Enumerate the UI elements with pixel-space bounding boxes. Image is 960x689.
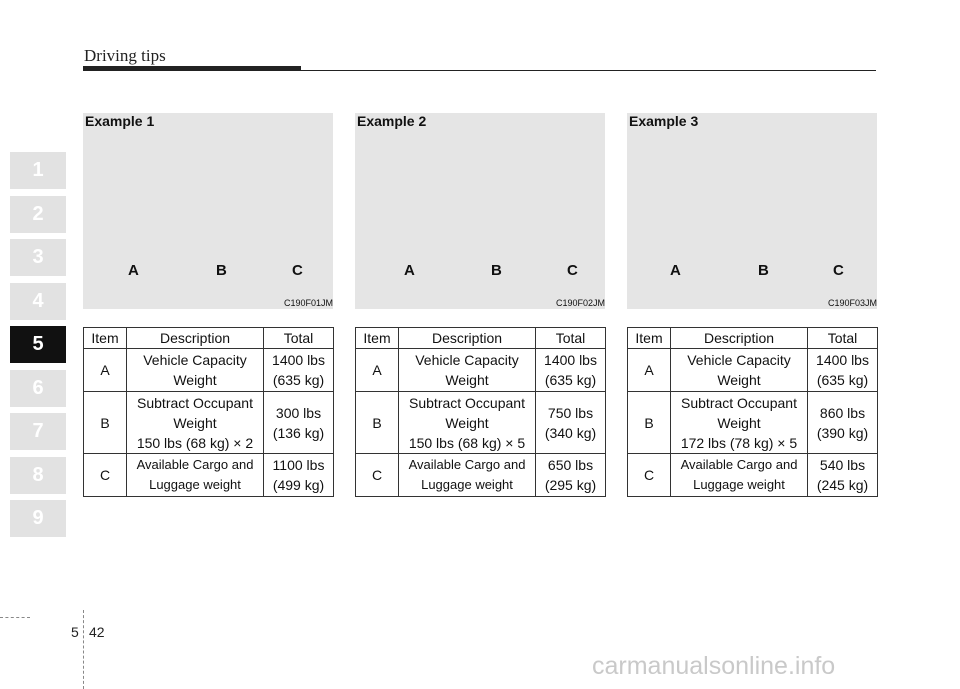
desc-line: Luggage weight: [693, 477, 785, 492]
desc-line: 150 lbs (68 kg) × 2: [136, 434, 254, 451]
desc-line: Subtract Occupant: [137, 394, 253, 411]
header-item: Item: [84, 328, 127, 349]
label-c: C: [833, 262, 844, 279]
desc-line: 172 lbs (78 kg) × 5: [680, 434, 798, 451]
row-total: [808, 454, 878, 497]
header-rule-thin: [301, 70, 876, 71]
table-row: [356, 392, 606, 454]
header-item: Item: [628, 328, 671, 349]
total-line: 1100 lbs: [272, 457, 325, 473]
example-1-figure: [83, 113, 333, 309]
row-total: [536, 349, 606, 392]
total-line: (635 kg): [544, 372, 597, 388]
desc-line: Available Cargo and: [408, 457, 526, 472]
table-header-row: [356, 328, 606, 349]
table-header-row: [628, 328, 878, 349]
desc-line: Weight: [717, 414, 761, 431]
desc-line: Luggage weight: [421, 477, 513, 492]
row-description: [399, 454, 536, 497]
chapter-tab-3[interactable]: 3: [10, 239, 66, 276]
desc-line: Weight: [445, 372, 489, 388]
row-item: C: [356, 454, 399, 497]
row-total: [264, 392, 334, 454]
example-1: [83, 113, 333, 493]
table-row: [628, 392, 878, 454]
table-row: [628, 349, 878, 392]
example-3-labels: [627, 262, 877, 280]
row-item: A: [84, 349, 127, 392]
chapter-tab-6[interactable]: 6: [10, 370, 66, 407]
table-row: [84, 392, 334, 454]
desc-line: Vehicle Capacity: [415, 352, 519, 368]
watermark: carmanualsonline.info: [592, 652, 836, 680]
total-line: 1400 lbs: [272, 352, 325, 368]
chapter-tab-5[interactable]: 5: [10, 326, 66, 363]
label-a: A: [128, 262, 139, 279]
example-2-title: Example 2: [357, 113, 427, 129]
footer-page-number: 42: [89, 624, 105, 640]
example-3-figure: [627, 113, 877, 309]
total-line: 300 lbs: [275, 404, 322, 421]
footer-divider-horizontal: [0, 617, 30, 618]
example-2-labels: [355, 262, 605, 280]
example-3-table: [627, 327, 878, 497]
example-2-image-code: C190F02JM: [555, 298, 605, 308]
footer-divider-vertical: [83, 610, 84, 689]
desc-line: Weight: [445, 414, 489, 431]
row-description: [399, 392, 536, 454]
row-description: [671, 454, 808, 497]
row-item: A: [356, 349, 399, 392]
total-line: 540 lbs: [819, 457, 866, 473]
example-3-title: Example 3: [629, 113, 699, 129]
row-item: B: [84, 392, 127, 454]
chapter-tab-2[interactable]: 2: [10, 196, 66, 233]
total-line: (340 kg): [544, 424, 597, 441]
label-b: B: [216, 262, 227, 279]
example-2-table: [355, 327, 606, 497]
total-line: (390 kg): [816, 424, 869, 441]
header-total: Total: [536, 328, 606, 349]
table-row: [84, 349, 334, 392]
example-1-table: [83, 327, 334, 497]
chapter-tabs: [10, 152, 66, 544]
row-description: [671, 349, 808, 392]
row-total: [536, 454, 606, 497]
header-description: Description: [399, 328, 536, 349]
desc-line: Available Cargo and: [136, 457, 254, 472]
table-row: [628, 454, 878, 497]
row-item: A: [628, 349, 671, 392]
example-3-image-code: C190F03JM: [827, 298, 877, 308]
row-total: [808, 392, 878, 454]
table-row: [356, 454, 606, 497]
row-item: C: [84, 454, 127, 497]
row-description: [127, 349, 264, 392]
desc-line: Luggage weight: [149, 477, 241, 492]
label-a: A: [670, 262, 681, 279]
chapter-tab-4[interactable]: 4: [10, 283, 66, 320]
example-1-labels: [83, 262, 333, 280]
row-total: [264, 454, 334, 497]
chapter-tab-9[interactable]: 9: [10, 500, 66, 537]
row-total: [808, 349, 878, 392]
row-description: [399, 349, 536, 392]
desc-line: Subtract Occupant: [409, 394, 525, 411]
table-row: [84, 454, 334, 497]
table-header-row: [84, 328, 334, 349]
label-a: A: [404, 262, 415, 279]
header-description: Description: [127, 328, 264, 349]
header-item: Item: [356, 328, 399, 349]
header-total: Total: [808, 328, 878, 349]
label-b: B: [491, 262, 502, 279]
total-line: 1400 lbs: [816, 352, 869, 368]
total-line: (136 kg): [272, 424, 325, 441]
footer-section-number: 5: [71, 624, 79, 640]
table-row: [356, 349, 606, 392]
header-title: Driving tips: [84, 46, 166, 65]
total-line: (499 kg): [272, 477, 325, 493]
row-description: [671, 392, 808, 454]
chapter-tab-1[interactable]: 1: [10, 152, 66, 189]
chapter-tab-7[interactable]: 7: [10, 413, 66, 450]
example-1-title: Example 1: [85, 113, 155, 129]
header-total: Total: [264, 328, 334, 349]
example-2-figure: [355, 113, 605, 309]
total-line: 650 lbs: [547, 457, 594, 473]
row-item: C: [628, 454, 671, 497]
row-item: B: [356, 392, 399, 454]
row-item: B: [628, 392, 671, 454]
desc-line: Weight: [173, 414, 217, 431]
example-1-image-code: C190F01JM: [283, 298, 333, 308]
row-description: [127, 454, 264, 497]
total-line: (635 kg): [816, 372, 869, 388]
label-c: C: [567, 262, 578, 279]
desc-line: 150 lbs (68 kg) × 5: [408, 434, 526, 451]
row-total: [536, 392, 606, 454]
total-line: 750 lbs: [547, 404, 594, 421]
total-line: (635 kg): [272, 372, 325, 388]
label-c: C: [292, 262, 303, 279]
example-2: [355, 113, 605, 493]
desc-line: Weight: [717, 372, 761, 388]
header-rule-thick: [83, 66, 301, 71]
header-description: Description: [671, 328, 808, 349]
desc-line: Subtract Occupant: [681, 394, 797, 411]
desc-line: Weight: [173, 372, 217, 388]
row-total: [264, 349, 334, 392]
desc-line: Vehicle Capacity: [687, 352, 791, 368]
total-line: 860 lbs: [819, 404, 866, 421]
chapter-tab-8[interactable]: 8: [10, 457, 66, 494]
desc-line: Vehicle Capacity: [143, 352, 247, 368]
example-3: [627, 113, 877, 493]
desc-line: Available Cargo and: [680, 457, 798, 472]
total-line: (245 kg): [816, 477, 869, 493]
total-line: (295 kg): [544, 477, 597, 493]
row-description: [127, 392, 264, 454]
total-line: 1400 lbs: [544, 352, 597, 368]
label-b: B: [758, 262, 769, 279]
